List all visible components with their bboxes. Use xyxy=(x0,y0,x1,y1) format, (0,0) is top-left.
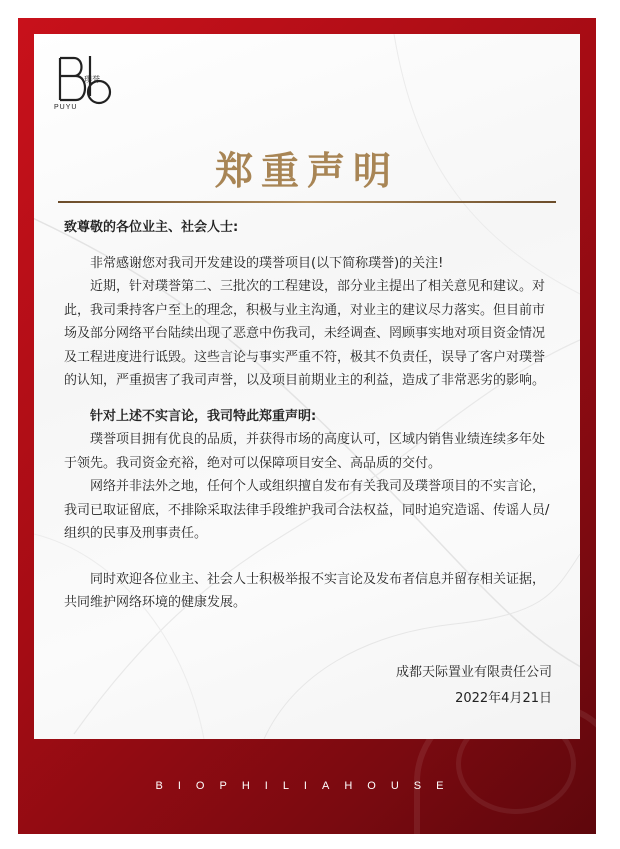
paragraph: 近期，针对璞誉第二、三批次的工程建设，部分业主提出了相关意见和建议。对此，我司秉持客户至上的理念，积极与业主沟通，对业主的建议尽力落实。但目前市场及部分网络平台陆续出现了恶意中伤我司，未经调查、罔顾事实地对项目资金情况及工程进度进行诋毁。这些言论与事实严重不符，极其不负责任，误导了客户对璞誉的认知，严重损害了我司声誉，以及项目前期业主的利益，造成了非常恶劣的影响。 xyxy=(64,279,546,388)
greeting: 致尊敬的各位业主、社会人士: xyxy=(64,220,239,235)
poster-background xyxy=(18,18,596,834)
signature-block xyxy=(396,660,552,712)
paragraph: 非常感谢您对我司开发建设的璞誉项目(以下简称璞誉)的关注! xyxy=(90,255,444,271)
declaration-heading: 针对上述不实言论，我司特此郑重声明: xyxy=(90,408,317,424)
declaration-item: 璞誉项目拥有优良的品质，并获得市场的高度认可，区域内销售业绩连续多年处于领先。我司资金充裕，绝对可以保障项目安全、高品质的交付。 xyxy=(64,432,546,471)
logo-subtext: PUYU xyxy=(54,104,78,111)
company-name: 成都天际置业有限责任公司 xyxy=(395,665,552,680)
declaration-item: 网络并非法外之地，任何个人或组织擅自发布有关我司及璞誉项目的不实言论，我司已取证留底，不排除采取法律手段维护我司合法权益，同时追究造谣、传谣人员/组织的民事及刑事责任。 xyxy=(64,479,550,541)
puyu-logo xyxy=(54,52,114,112)
footer-brand: BIOPHILIAHOUSE xyxy=(155,780,459,792)
statement-date: 2022年4月21日 xyxy=(455,691,552,706)
statement-card xyxy=(34,34,580,739)
statement-body xyxy=(64,216,556,615)
title-divider xyxy=(58,201,556,203)
closing-paragraph: 同时欢迎各位业主、社会人士积极举报不实言论及发布者信息并留存相关证据，共同维护网络环境的健康发展。 xyxy=(64,571,546,610)
logo-chinese-text: 璞誉 xyxy=(84,75,100,84)
page-title: 郑重声明 xyxy=(214,149,399,193)
